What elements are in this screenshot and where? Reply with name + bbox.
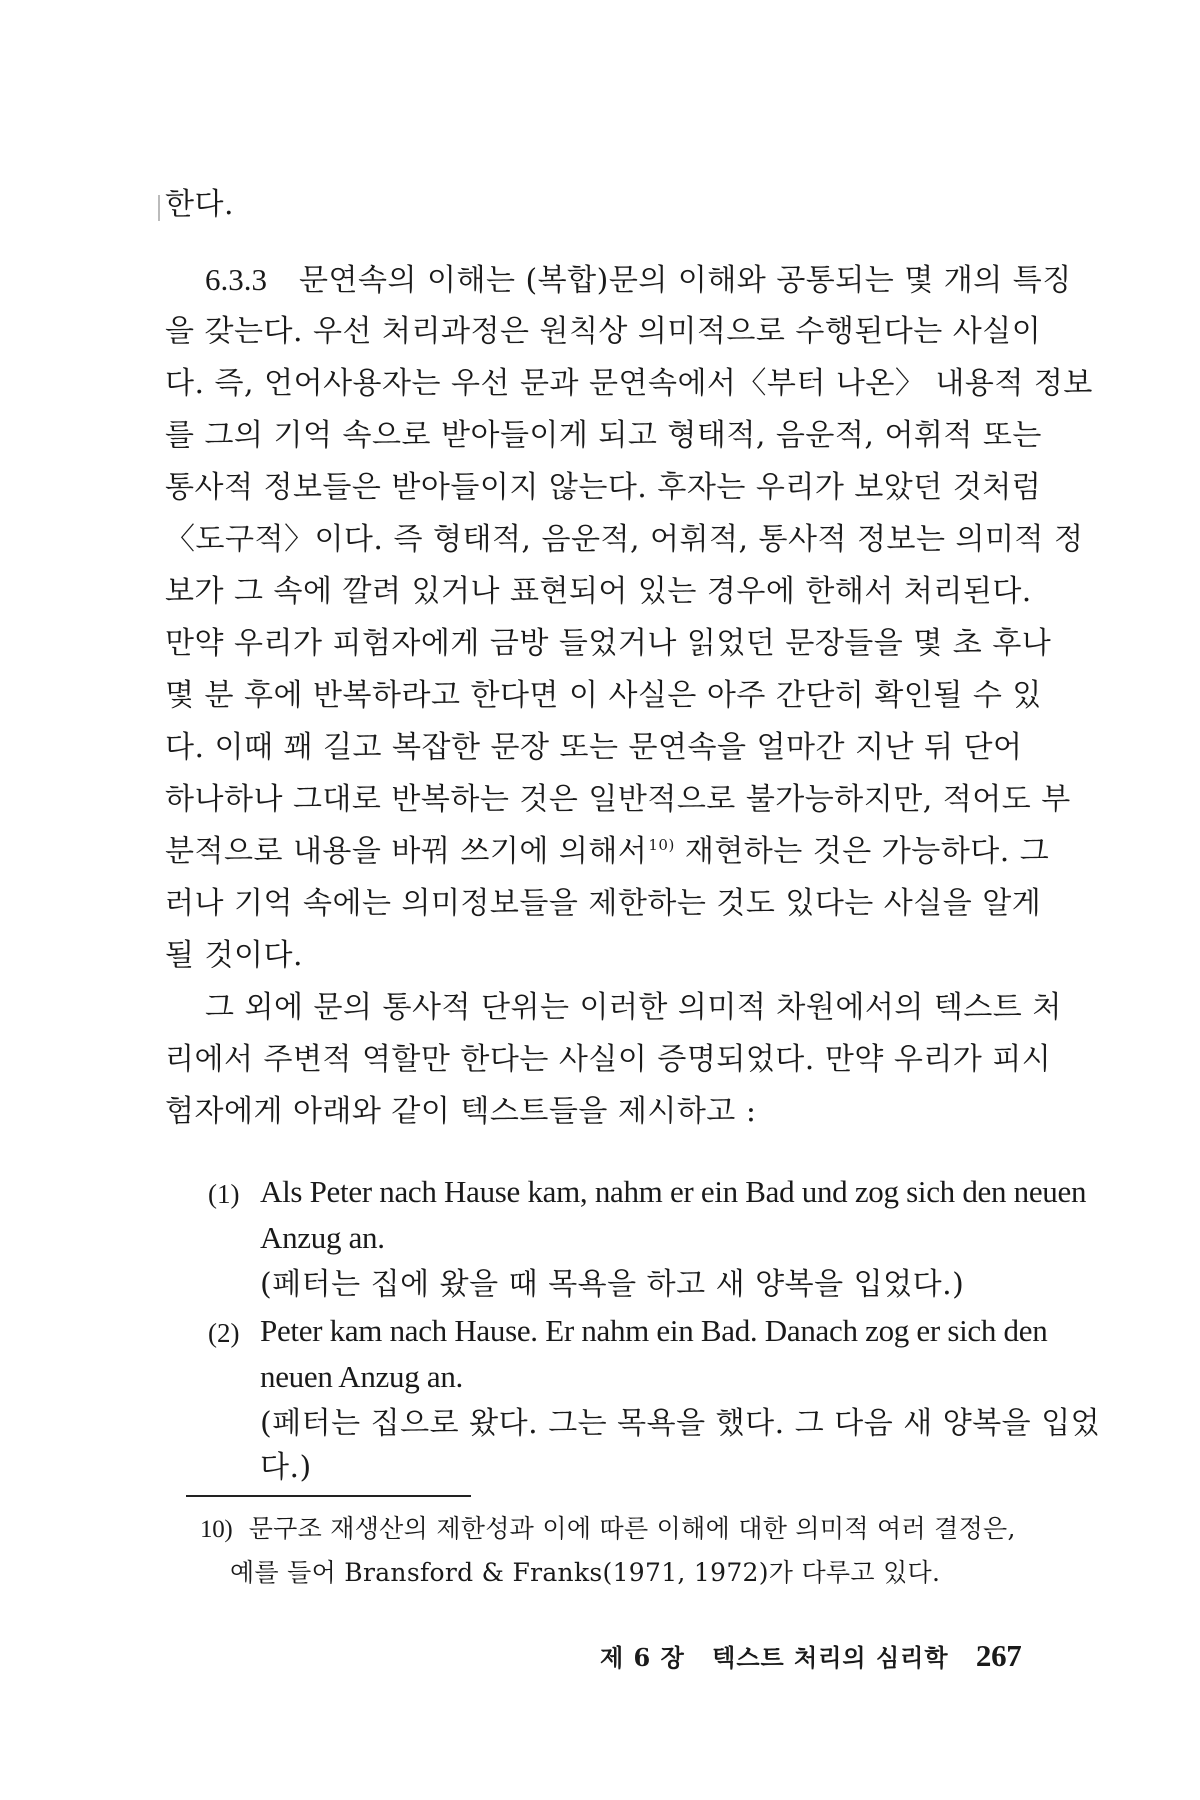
footer-title: 텍스트 처리의 심리학 [712,1643,949,1672]
example1-korean-line1: (페터는 집에 왔을 때 목욕을 하고 새 양복을 입었다.) [260,1267,965,1302]
paragraph1-line2: 을 갖는다. 우선 처리과정은 원칙상 의미적으로 수행된다는 사실이 [165,314,1042,349]
paragraph1-line8: 만약 우리가 피험자에게 금방 들었거나 읽었던 문장들을 몇 초 후나 [165,626,1052,661]
paragraph1-line11: 하나하나 그대로 반복하는 것은 일반적으로 불가능하지만, 적어도 부 [165,782,1071,817]
paragraph1-line1-text: 문연속의 이해는 (복합)문의 이해와 공통되는 몇 개의 특징 [299,263,1072,298]
paragraph1-line3: 다. 즉, 언어사용자는 우선 문과 문연속에서〈부터 나온〉 내용적 정보 [165,366,1093,401]
paragraph1-line14: 될 것이다. [165,938,303,973]
paragraph1-line9: 몇 분 후에 반복하라고 한다면 이 사실은 아주 간단히 확인될 수 있 [165,678,1042,713]
example2-korean-line2: 다.) [260,1450,312,1485]
example1-number: (1) [208,1179,240,1209]
example1-german-line2: Anzug an. [260,1220,385,1255]
paragraph2-line2: 리에서 주변적 역할만 한다는 사실이 증명되었다. 만약 우리가 피시 [165,1042,1052,1077]
paragraph1-line10: 다. 이때 꽤 길고 복잡한 문장 또는 문연속을 얼마간 지난 뒤 단어 [165,730,1023,765]
footnote-rule [186,1495,471,1497]
example2-german-line2: neuen Anzug an. [260,1359,463,1394]
footer-chapter: 제 6 장 [600,1643,685,1672]
footnote-marker: 10) [200,1516,233,1543]
scan-artifact-mark [158,195,160,221]
section-number: 6.3.3 [205,262,267,297]
footnote-line2: 예를 들어 Bransford & Franks(1971, 1972)가 다루고 있다. [230,1558,941,1587]
paragraph1-line5: 통사적 정보들은 받아들이지 않는다. 후자는 우리가 보았던 것처럼 [165,470,1042,505]
footnote-line1 [200,1512,1016,1547]
example1-german-line1: Als Peter nach Hause kam, nahm er ein Bad und zog sich den neuen [260,1174,1087,1209]
running-footer [600,1638,1022,1673]
footnote-text-line1: 문구조 재생산의 제한성과 이에 따른 이해에 대한 의미적 여러 결정은, [248,1514,1016,1543]
paragraph1-line13: 러나 기억 속에는 의미정보들을 제한하는 것도 있다는 사실을 알게 [165,886,1042,921]
paragraph1-line7: 보가 그 속에 깔려 있거나 표현되어 있는 경우에 한해서 처리된다. [165,574,1032,609]
paragraph1-line6: 〈도구적〉이다. 즉 형태적, 음운적, 어휘적, 통사적 정보는 의미적 정 [165,522,1084,557]
paragraph1-line12-before: 분적으로 내용을 바꿔 쓰기에 의해서 [165,834,648,869]
footnote-reference: 10) [648,836,675,854]
paragraph1-line12-after: 재현하는 것은 가능하다. 그 [674,834,1050,869]
paragraph1-line4: 를 그의 기억 속으로 받아들이게 되고 형태적, 음운적, 어휘적 또는 [165,418,1042,453]
paragraph2-line3: 험자에게 아래와 같이 텍스트들을 제시하고 : [165,1094,757,1129]
paragraph1-line12 [165,833,1049,871]
top-line: 한다. [165,187,234,222]
example2-korean-line1: (페터는 집으로 왔다. 그는 목욕을 했다. 그 다음 새 양복을 입었 [260,1406,1101,1441]
example2-number: (2) [208,1318,240,1348]
paragraph1-line1 [205,261,1072,300]
example2-german-line1: Peter kam nach Hause. Er nahm ein Bad. Danach zog er sich den [260,1313,1048,1348]
paragraph2-line1: 그 외에 문의 통사적 단위는 이러한 의미적 차원에서의 텍스트 처 [205,990,1062,1025]
page-number: 267 [975,1638,1022,1673]
